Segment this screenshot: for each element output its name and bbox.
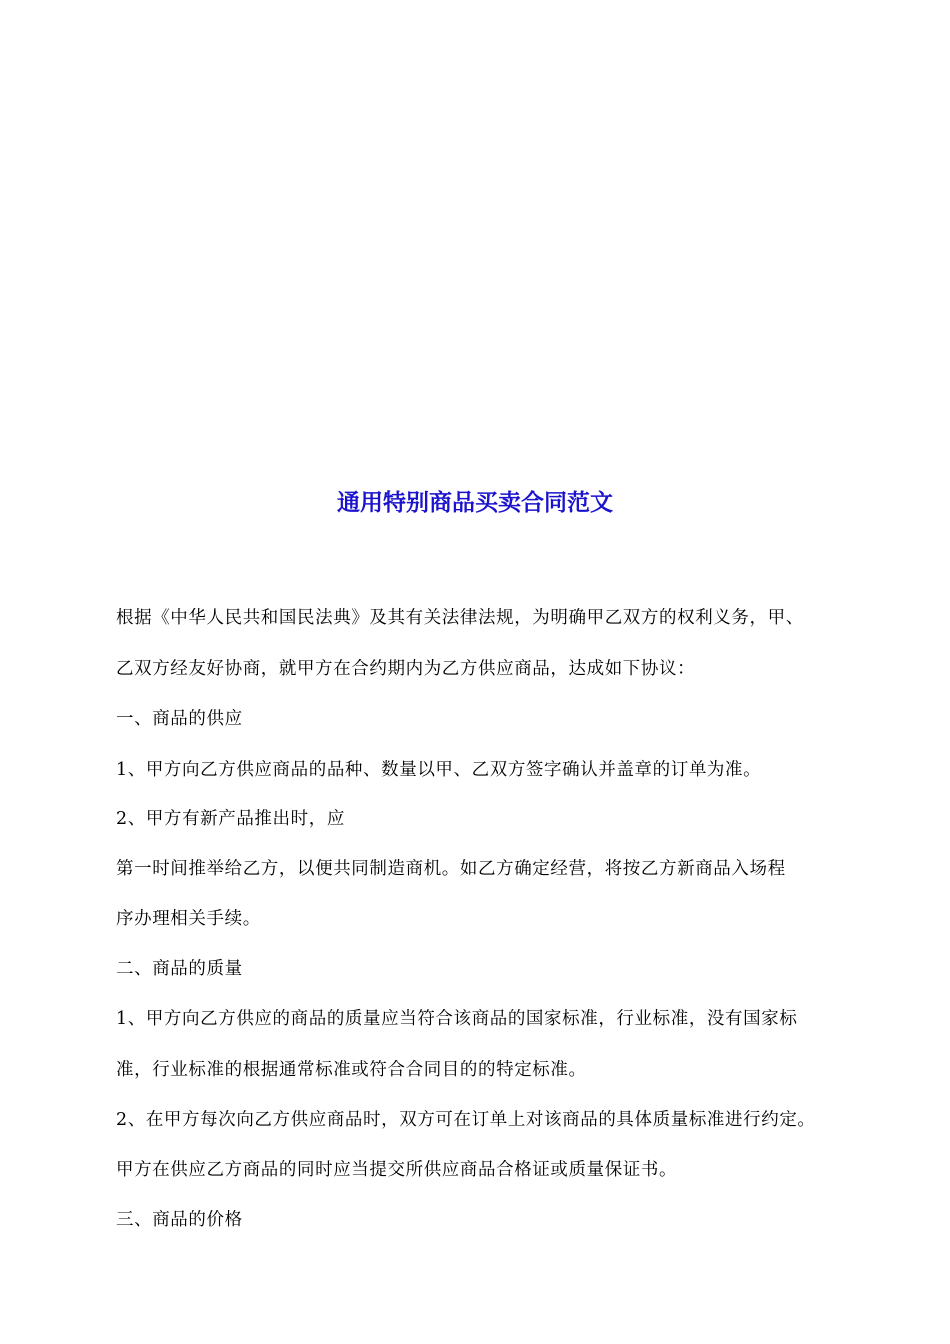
paragraph-line: 序办理相关手续。 bbox=[116, 909, 261, 929]
paragraph-line: 1、甲方向乙方供应的商品的质量应当符合该商品的国家标准，行业标准，没有国家标 bbox=[116, 1009, 798, 1029]
paragraph-line: 2、在甲方每次向乙方供应商品时，双方可在订单上对该商品的具体质量标准进行约定。 bbox=[116, 1110, 816, 1130]
paragraph-line: 第一时间推举给乙方，以便共同制造商机。如乙方确定经营，将按乙方新商品入场程 bbox=[116, 859, 786, 879]
paragraph-line: 乙双方经友好协商，就甲方在合约期内为乙方供应商品，达成如下协议： bbox=[116, 659, 696, 679]
section-heading: 三、商品的价格 bbox=[116, 1210, 243, 1230]
paragraph-line: 根据《中华人民共和国民法典》及其有关法律法规，为明确甲乙双方的权利义务，甲、 bbox=[116, 608, 804, 628]
section-heading: 一、商品的供应 bbox=[116, 709, 243, 729]
paragraph-line: 1、甲方向乙方供应商品的品种、数量以甲、乙双方签字确认并盖章的订单为准。 bbox=[116, 760, 762, 780]
paragraph-line: 2、甲方有新产品推出时，应 bbox=[116, 809, 345, 829]
section-heading: 二、商品的质量 bbox=[116, 959, 243, 979]
paragraph-line: 准，行业标准的根据通常标准或符合合同目的的特定标准。 bbox=[116, 1060, 587, 1080]
paragraph-line: 甲方在供应乙方商品的同时应当提交所供应商品合格证或质量保证书。 bbox=[116, 1160, 678, 1180]
document-title: 通用特别商品买卖合同范文 bbox=[337, 490, 613, 516]
